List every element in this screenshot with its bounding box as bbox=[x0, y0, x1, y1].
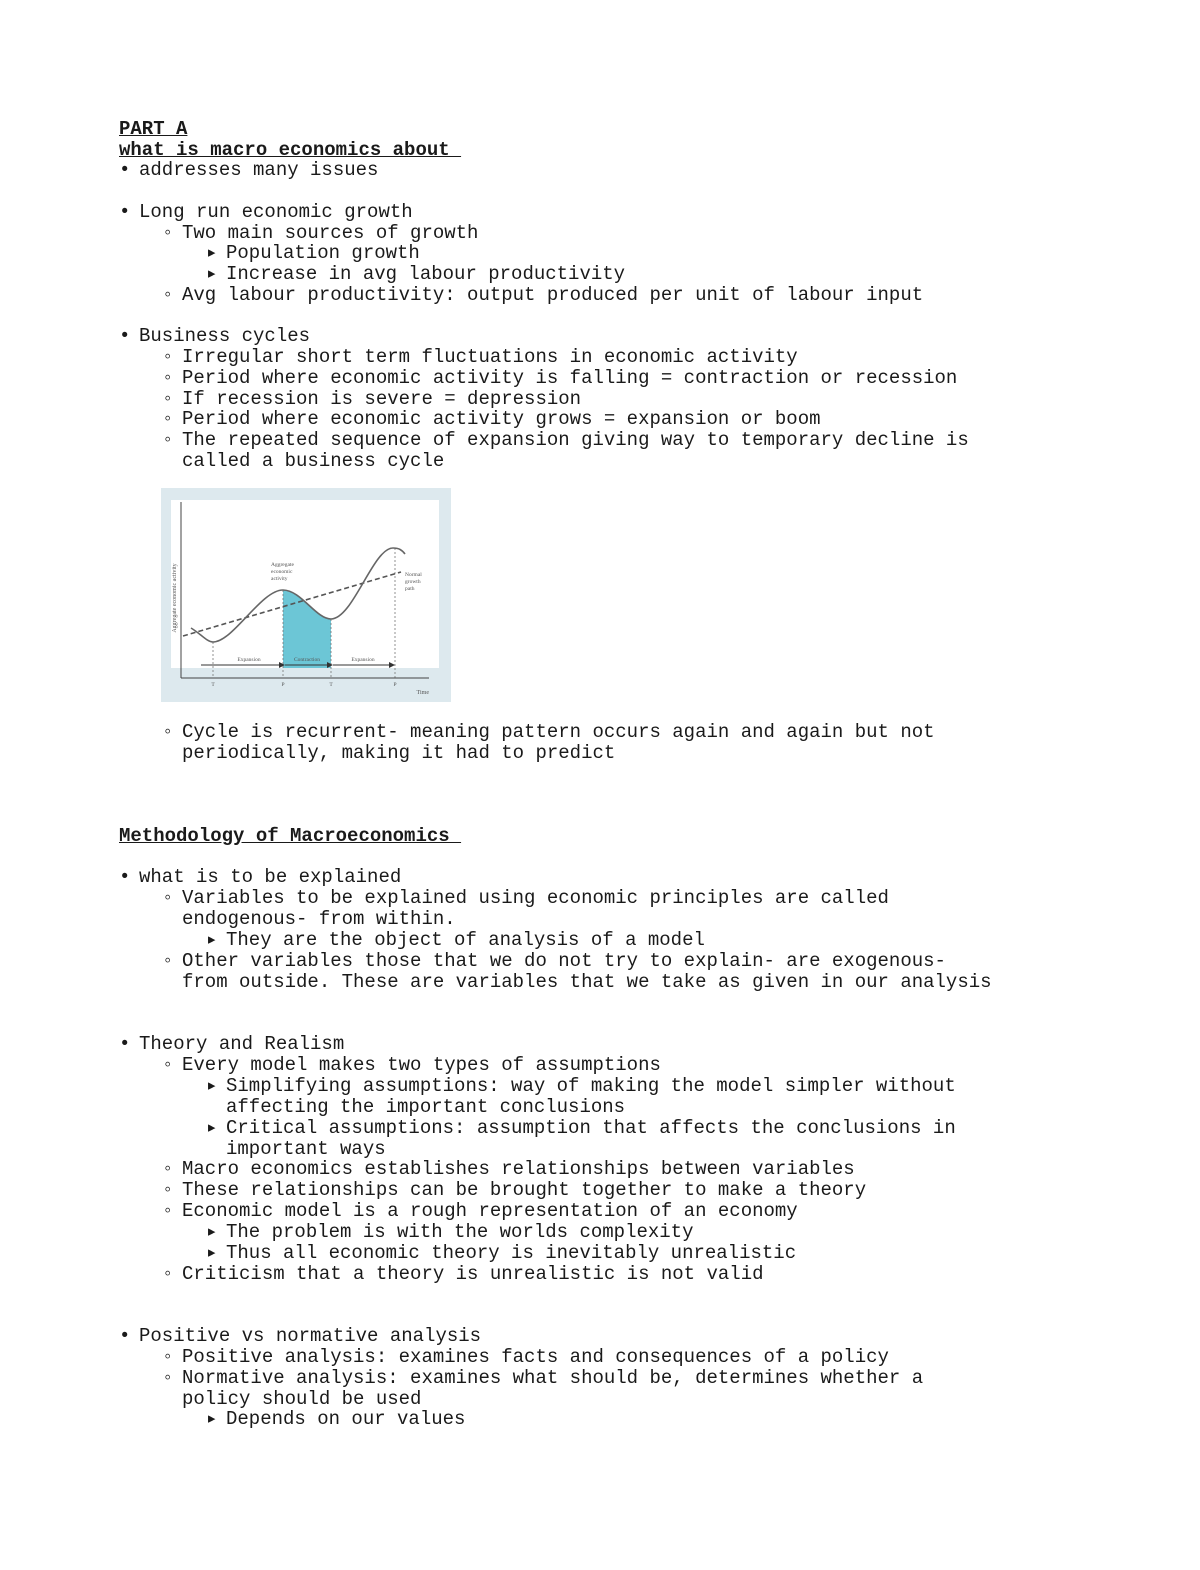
circle-bullet-icon: ◦ bbox=[162, 429, 174, 451]
list-item-continuation: affecting the important conclusions bbox=[226, 1096, 626, 1118]
circle-bullet-icon: ◦ bbox=[162, 1179, 174, 1201]
circle-bullet-icon: ◦ bbox=[162, 887, 174, 909]
list-item: ◦ Cycle is recurrent- meaning pattern occurs again and again but not bbox=[162, 721, 935, 743]
list-item: ◦ Period where economic activity is falling = contraction or recession bbox=[162, 367, 958, 389]
list-item: ▸ Population growth bbox=[206, 242, 420, 264]
list-item: • Theory and Realism bbox=[119, 1033, 345, 1055]
circle-bullet-icon: ◦ bbox=[162, 1367, 174, 1389]
trend-label: growth bbox=[405, 579, 421, 585]
list-item: ◦ Other variables those that we do not try to explain- are exogenous- bbox=[162, 950, 946, 972]
curve-label: economic bbox=[271, 569, 293, 575]
circle-bullet-icon: ◦ bbox=[162, 950, 174, 972]
circle-bullet-icon: ◦ bbox=[162, 1158, 174, 1180]
list-item: ◦ Every model makes two types of assumptions bbox=[162, 1054, 661, 1076]
list-item: ◦ Criticism that a theory is unrealistic is not valid bbox=[162, 1263, 764, 1285]
list-item-continuation: from outside. These are variables that we take as given in our analysis bbox=[182, 971, 992, 993]
curve-label: activity bbox=[271, 576, 288, 582]
circle-bullet-icon: ◦ bbox=[162, 367, 174, 389]
bullet-icon: • bbox=[119, 1033, 131, 1055]
list-item: ▸ Simplifying assumptions: way of making the model simpler without bbox=[206, 1075, 956, 1097]
list-item-continuation: called a business cycle bbox=[182, 450, 445, 472]
list-item: • addresses many issues bbox=[119, 159, 379, 181]
circle-bullet-icon: ◦ bbox=[162, 408, 174, 430]
arrow-bullet-icon: ▸ bbox=[206, 1408, 218, 1430]
circle-bullet-icon: ◦ bbox=[162, 388, 174, 410]
list-item-continuation: periodically, making it had to predict bbox=[182, 742, 616, 764]
list-item: ◦ Macro economics establishes relationships between variables bbox=[162, 1158, 855, 1180]
bullet-icon: • bbox=[119, 201, 131, 223]
list-item: ◦ Variables to be explained using economic principles are called bbox=[162, 887, 889, 909]
trend-label: Normal bbox=[405, 572, 422, 578]
list-item: • Business cycles bbox=[119, 325, 311, 347]
arrow-bullet-icon: ▸ bbox=[206, 929, 218, 951]
business-cycle-figure bbox=[161, 488, 451, 702]
list-item: ◦ Economic model is a rough representation of an economy bbox=[162, 1200, 798, 1222]
curve-label: Aggregate bbox=[271, 562, 294, 568]
circle-bullet-icon: ◦ bbox=[162, 222, 174, 244]
list-item: ▸ Critical assumptions: assumption that affects the conclusions in bbox=[206, 1117, 956, 1139]
list-item-continuation: endogenous- from within. bbox=[182, 908, 456, 930]
list-item: ▸ The problem is with the worlds complexity bbox=[206, 1221, 694, 1243]
circle-bullet-icon: ◦ bbox=[162, 1054, 174, 1076]
phase-label: Expansion bbox=[237, 657, 261, 663]
circle-bullet-icon: ◦ bbox=[162, 1346, 174, 1368]
list-item: ▸ They are the object of analysis of a model bbox=[206, 929, 705, 951]
tick-label: P bbox=[281, 682, 285, 688]
list-item: • what is to be explained bbox=[119, 866, 402, 888]
tick-label: T bbox=[211, 682, 215, 688]
list-item: ◦ Period where economic activity grows = expansion or boom bbox=[162, 408, 821, 430]
trend-label: path bbox=[405, 586, 415, 592]
y-axis-label: Aggregate economic activity bbox=[172, 563, 178, 633]
list-item: ◦ These relationships can be brought together to make a theory bbox=[162, 1179, 867, 1201]
list-item-continuation: important ways bbox=[226, 1138, 386, 1160]
bullet-icon: • bbox=[119, 1325, 131, 1347]
section-subheading: what is macro economics about bbox=[119, 139, 462, 161]
section-heading: Methodology of Macroeconomics bbox=[119, 825, 462, 847]
circle-bullet-icon: ◦ bbox=[162, 1263, 174, 1285]
tick-label: T bbox=[329, 682, 333, 688]
tick-label: P bbox=[393, 682, 397, 688]
circle-bullet-icon: ◦ bbox=[162, 346, 174, 368]
arrow-bullet-icon: ▸ bbox=[206, 1221, 218, 1243]
arrow-bullet-icon: ▸ bbox=[206, 242, 218, 264]
arrow-bullet-icon: ▸ bbox=[206, 1075, 218, 1097]
list-item: ▸ Depends on our values bbox=[206, 1408, 466, 1430]
list-item: ▸ Increase in avg labour productivity bbox=[206, 263, 626, 285]
phase-label: Expansion bbox=[351, 657, 375, 663]
list-item: ◦ Normative analysis: examines what should be, determines whether a bbox=[162, 1367, 924, 1389]
arrow-bullet-icon: ▸ bbox=[206, 1117, 218, 1139]
list-item: ◦ The repeated sequence of expansion giving way to temporary decline is bbox=[162, 429, 969, 451]
arrow-bullet-icon: ▸ bbox=[206, 1242, 218, 1264]
bullet-icon: • bbox=[119, 159, 131, 181]
list-item: • Positive vs normative analysis bbox=[119, 1325, 482, 1347]
arrow-bullet-icon: ▸ bbox=[206, 263, 218, 285]
circle-bullet-icon: ◦ bbox=[162, 1200, 174, 1222]
part-heading: PART A bbox=[119, 118, 188, 140]
list-item: ◦ Two main sources of growth bbox=[162, 222, 479, 244]
x-axis-label: Time bbox=[416, 690, 429, 696]
circle-bullet-icon: ◦ bbox=[162, 721, 174, 743]
bullet-icon: • bbox=[119, 325, 131, 347]
bullet-icon: • bbox=[119, 866, 131, 888]
list-item-continuation: policy should be used bbox=[182, 1388, 422, 1410]
list-item: ◦ If recession is severe = depression bbox=[162, 388, 582, 410]
phase-label: Contraction bbox=[294, 657, 320, 663]
list-item: ◦ Irregular short term fluctuations in economic activity bbox=[162, 346, 798, 368]
list-item: • Long run economic growth bbox=[119, 201, 413, 223]
business-cycle-diagram bbox=[161, 488, 451, 702]
list-item: ▸ Thus all economic theory is inevitably unrealistic bbox=[206, 1242, 797, 1264]
list-item: ◦ Positive analysis: examines facts and consequences of a policy bbox=[162, 1346, 889, 1368]
circle-bullet-icon: ◦ bbox=[162, 284, 174, 306]
list-item: ◦ Avg labour productivity: output produced per unit of labour input bbox=[162, 284, 924, 306]
